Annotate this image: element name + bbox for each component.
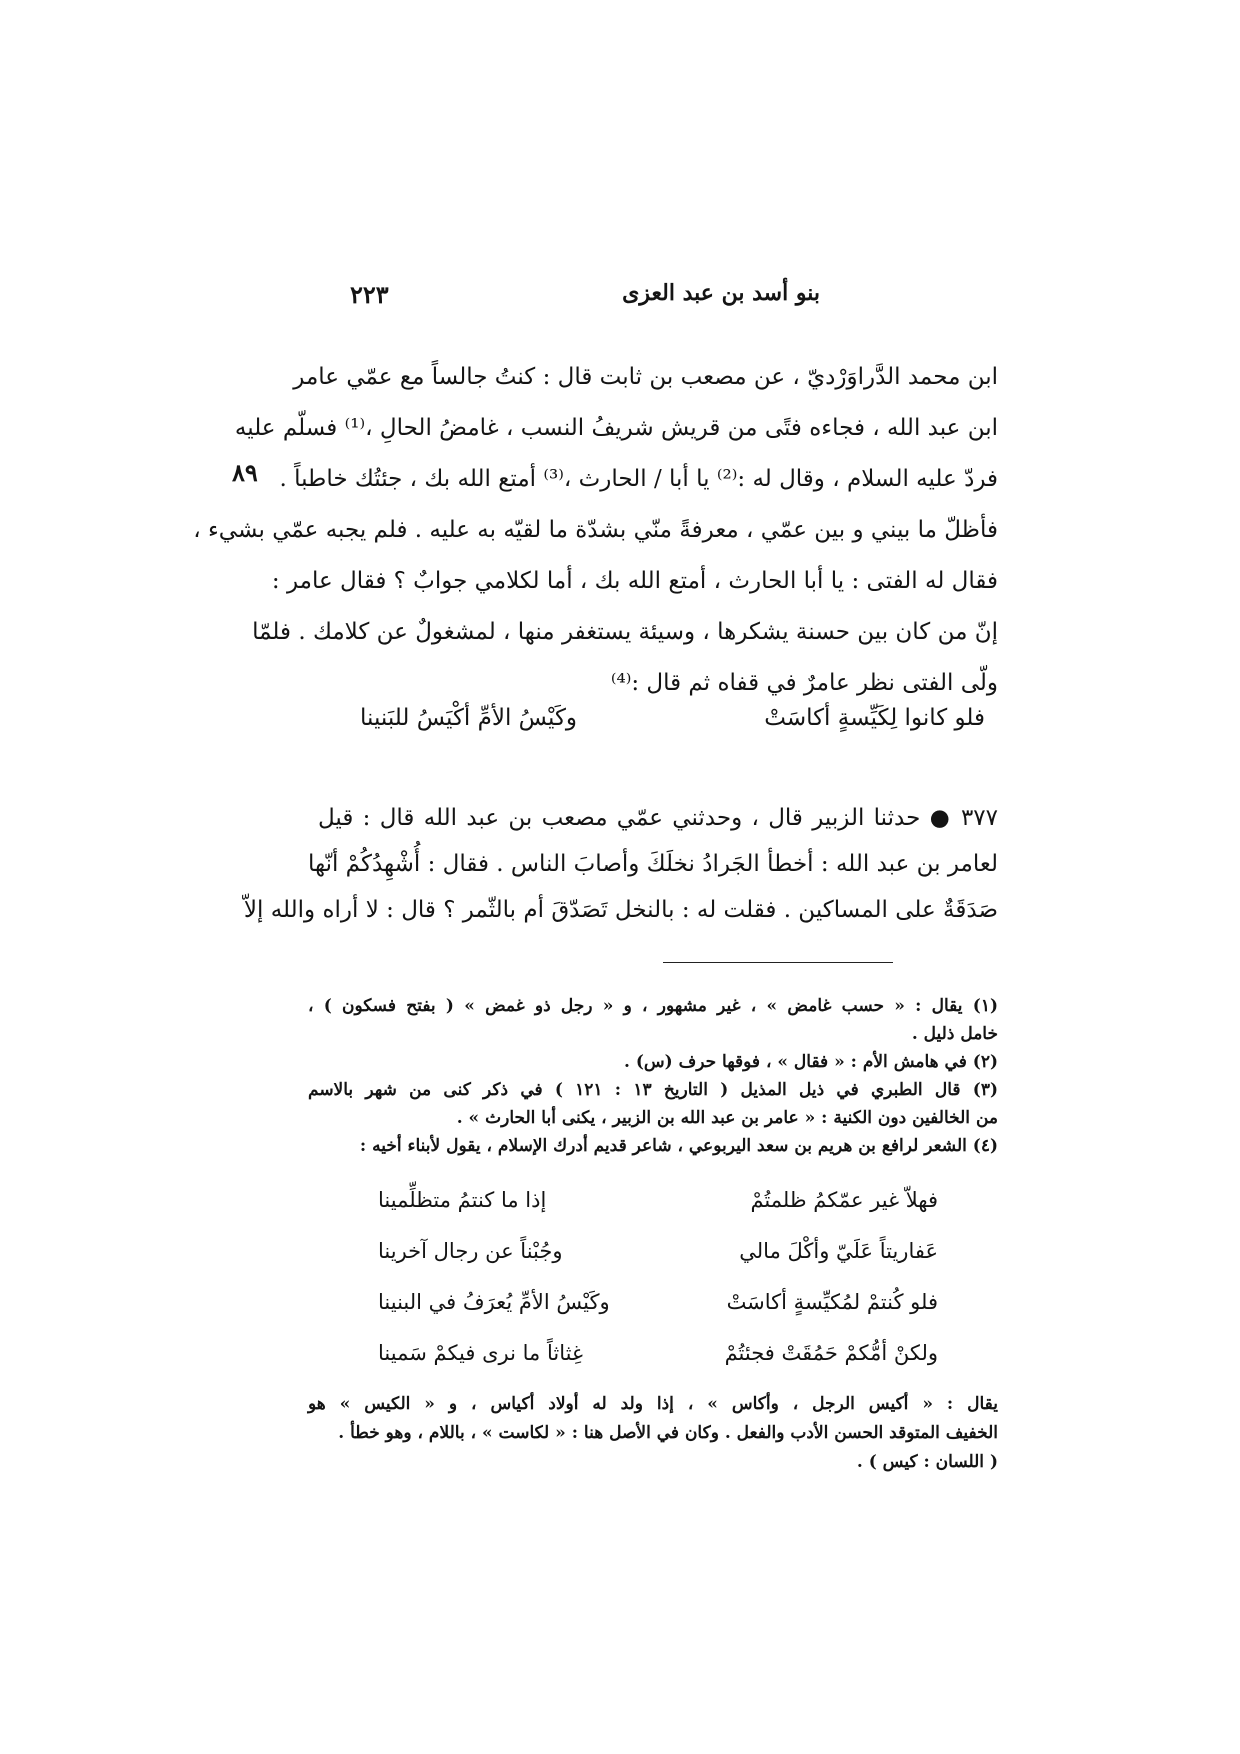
- poem-verse: [378, 1188, 938, 1239]
- text-line: لعامر بن عبد الله : أخطأ الجَرادُ نخلَكَ وأصابَ الناس . فقال : أُشْهِدُكُمْ أنّها: [307, 851, 998, 877]
- footnote-line: ( اللسان : كيس ) .: [856, 1452, 998, 1472]
- text-line: صَدَقَةٌ على المساكين . فقلت له : بالنخل تَصَدّقَ أم بالثّمر ؟ قال : لا أراه والله إلاّ: [243, 897, 998, 923]
- poem-first-hemistich: فهلاّ غير عمّكمُ ظلمتُمْ: [750, 1188, 938, 1212]
- footnote-line: (١) يقال : « حسب غامض » ، غير مشهور ، و « رجل ذو غمض » ( بفتح فسكون ) ،: [308, 996, 998, 1016]
- footnote-line: خامل ذليل .: [911, 1024, 998, 1044]
- text-line: ابن عبد الله ، فجاءه فتًى من قريش شريفُ النسب ، غامضُ الحالِ ،⁽¹⁾ فسلّم عليه: [234, 415, 998, 441]
- footnote-poem: [378, 1188, 938, 1392]
- text-line: ابن محمد الدَّراوَرْديّ ، عن مصعب بن ثابت قال : كنتُ جالساً مع عمّي عامر: [293, 364, 998, 390]
- verse-second-hemistich: وكَيْسُ الأمِّ أكْيَسُ للبَنينا: [360, 705, 577, 731]
- text-line: فردّ عليه السلام ، وقال له :⁽²⁾ يا أبا / الحارث ،⁽³⁾ أمتع الله بك ، جئتُك خاطباً .: [279, 466, 998, 492]
- text-line: فقال له الفتى : يا أبا الحارث ، أمتع الله بك ، أما لكلامي جوابٌ ؟ فقال عامر :: [271, 568, 998, 594]
- poem-verse: [378, 1341, 938, 1392]
- poem-second-hemistich: غِثاثاً ما نرى فيكمْ سَمينا: [378, 1341, 583, 1365]
- poem-second-hemistich: وجُبْناً عن رجال آخرينا: [378, 1239, 563, 1263]
- footnote-line: يقال : « أكيس الرجل ، وأكاس » ، إذا ولد له أولاد أكياس ، و « الكيس » هو: [308, 1394, 998, 1414]
- text-line: ولّى الفتى نظر عامرٌ في قفاه ثم قال :⁽⁴⁾: [610, 670, 998, 696]
- footnote-line: (٢) في هامش الأم : « فقال » ، فوقها حرف (س) .: [623, 1052, 998, 1072]
- poem-first-hemistich: عَفاريتاً عَلَيّ وأكْلَ مالي: [739, 1239, 938, 1263]
- footnote-line: من الخالفين دون الكنية : « عامر بن عبد الله بن الزبير ، يكنى أبا الحارث » .: [456, 1108, 998, 1128]
- footnote-line: (٣) قال الطبري في ذيل المذيل ( التاريخ ١٣ : ١٢١ ) في ذكر كنى من شهر بالاسم: [308, 1080, 998, 1100]
- poem-second-hemistich: إذا ما كنتمُ متظلِّمينا: [378, 1188, 547, 1212]
- poem-first-hemistich: فلو كُنتمْ لمُكيِّسةٍ أكاسَتْ: [726, 1290, 938, 1314]
- page-header: [330, 280, 890, 316]
- poem-verse: [378, 1239, 938, 1290]
- running-title: بنو أسد بن عبد العزى: [622, 280, 820, 306]
- poem-second-hemistich: وكَيْسُ الأمِّ يُعرَفُ في البنينا: [378, 1290, 610, 1314]
- text-line: إنّ من كان بين حسنة يشكرها ، وسيئة يستغفر منها ، لمشغولٌ عن كلامك . فلمّا: [252, 619, 998, 645]
- margin-page-reference: ٨٩: [232, 458, 258, 487]
- text-line: فأظلّ ما بيني و بين عمّي ، معرفةً منّي بشدّة ما لقيّه به عليه . فلم يجبه عمّي بشيء ،: [193, 517, 998, 543]
- footnotes: [308, 992, 998, 1160]
- footnote-line: الخفيف المتوقد الحسن الأدب والفعل . وكان في الأصل هنا : « لكاست » ، باللام ، وهو خطأ .: [338, 1423, 998, 1443]
- footnote-line: (٤) الشعر لرافع بن هريم بن سعد اليربوعي ، شاعر قديم أدرك الإسلام ، يقول لأبناء أخيه :: [359, 1136, 998, 1156]
- footnote-separator: [663, 962, 893, 963]
- page-number: ٢٢٣: [350, 280, 389, 309]
- poem-verse: [378, 1290, 938, 1341]
- text-line: ٣٧٧ ● حدثنا الزبير قال ، وحدثني عمّي مصعب بن عبد الله قال : قيل: [318, 805, 998, 831]
- poem-first-hemistich: ولكنْ أمُّكمْ حَمُقَتْ فجئتُمْ: [724, 1341, 938, 1365]
- verse-first-hemistich: فلو كانوا لِكَيِّسةٍ أكاسَتْ: [764, 705, 985, 731]
- verse-line: [360, 705, 985, 755]
- section-377: [243, 795, 998, 933]
- footnote-glossary: [308, 1390, 998, 1477]
